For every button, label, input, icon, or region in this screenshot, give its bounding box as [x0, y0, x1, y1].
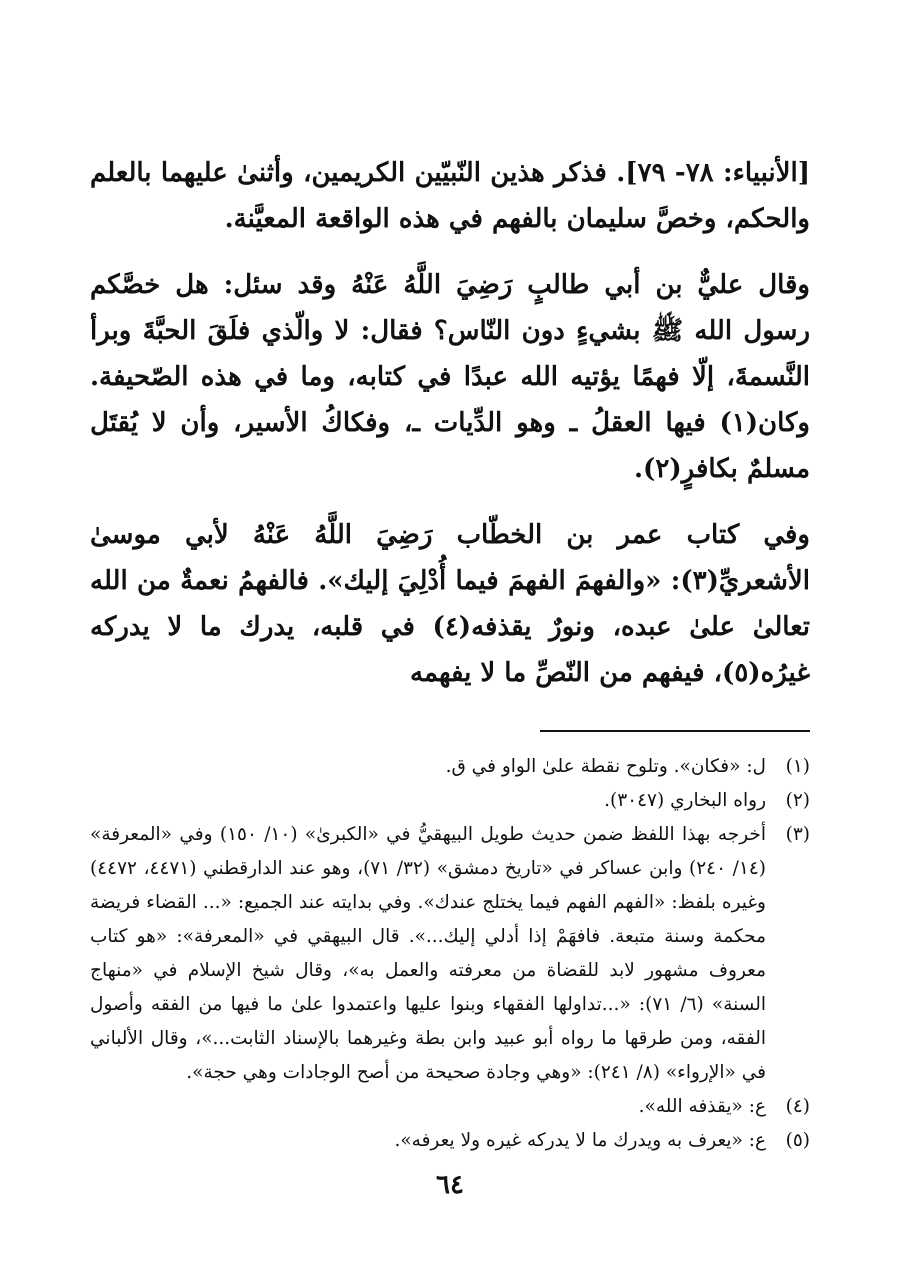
footnote-text: ع: «يقذفه الله».: [638, 1096, 766, 1117]
footnote-text: أخرجه بهذا اللفظ ضمن حديث طويل البيهقيُّ في «الكبرىٰ» (١٠/ ١٥٠) وفي «المعرفة» (١٤/ ٢٤٠) وابن عساكر في «تاريخ دمشق» (٣٢/ ٧١)، وهو عند الدارقطني (٤٤٧١، ٤٤٧٢) وغيره بلفظ: «الفهم الفهم فيما يختلج عندك». وفي بدايته عند الجميع: «... القضاء فريضة محكمة وسنة متبعة. فافهَمْ إذا أدلي إليك...». قال البيهقي في «المعرفة»: «هو كتاب معروف مشهور لابد للقضاة من معرفته والعمل به»، وقال شيخ الإسلام في «منهاج السنة» (٦/ ٧١): «...تداولها الفقهاء وبنوا عليها واعتمدوا علىٰ ما فيها من الفقه وأصول الفقه، ومن طرقها ما رواه أبو عبيد وابن بطة وغيرهما بالإسناد الثابت...»، وقال الألباني في «الإرواء» (٨/ ٢٤١): «وهي وجادة صحيحة من أصح الوجادات وهي حجة».: [90, 824, 766, 1083]
paragraph-1: [الأنبياء: ٧٨- ٧٩]. فذكر هذين النّبيّين الكريمين، وأثنىٰ عليهما بالعلم والحكم، وخصَّ سليمان بالفهم في هذه الواقعة المعيَّنة.: [90, 158, 811, 234]
paragraph-2: وقال عليٌّ بن أبي طالبٍ رَضِيَ اللَّهُ عَنْهُ وقد سئل: هل خصَّكم رسول الله ﷺ بشيءٍ دون النّاس؟ فقال: لا والّذي فلَقَ الحبَّةَ وبرأ النَّسمةَ، إلّا فهمًا يؤتيه الله عبدًا في كتابه، وما في هذه الصّحيفة. وكان(١) فيها العقلُ ـ وهو الدِّيات ـ، وفكاكُ الأسير، وأن لا يُقتَل مسلمٌ بكافرٍ(٢).: [90, 270, 810, 484]
footnote-text: ع: «يعرف به ويدرك ما لا يدركه غيره ولا يعرفه».: [394, 1130, 766, 1151]
footnotes: [90, 750, 810, 1158]
footnote-number: (٤): [785, 1096, 810, 1117]
footnote-number: (١): [785, 756, 810, 777]
footnote-item: [90, 784, 810, 818]
footnote-divider: [540, 730, 810, 732]
footnote-text: ل: «فكان». وتلوح نقطة علىٰ الواو في ق.: [445, 756, 766, 777]
footnote-item: [90, 818, 810, 1090]
footnote-item: [90, 750, 810, 784]
footnote-number: (٣): [785, 824, 810, 845]
footnote-item: [90, 1090, 810, 1124]
main-text: [90, 150, 810, 696]
footnote-item: [90, 1124, 810, 1158]
footnote-text: رواه البخاري (٣٠٤٧).: [604, 790, 766, 811]
footnote-number: (٥): [785, 1130, 810, 1151]
footnote-number: (٢): [785, 790, 810, 811]
paragraph-3: وفي كتاب عمر بن الخطّاب رَضِيَ اللَّهُ عَنْهُ لأبي موسىٰ الأشعريِّ(٣): «والفهمَ الفهمَ فيما أُدْلِيَ إليك». فالفهمُ نعمةٌ من الله تعالىٰ علىٰ عبده، ونورٌ يقذفه(٤) في قلبه، يدرك ما لا يدركه غيرُه(٥)، فيفهم من النّصِّ ما لا يفهمه: [90, 520, 810, 688]
page-number: ٦٤: [436, 1170, 464, 1200]
